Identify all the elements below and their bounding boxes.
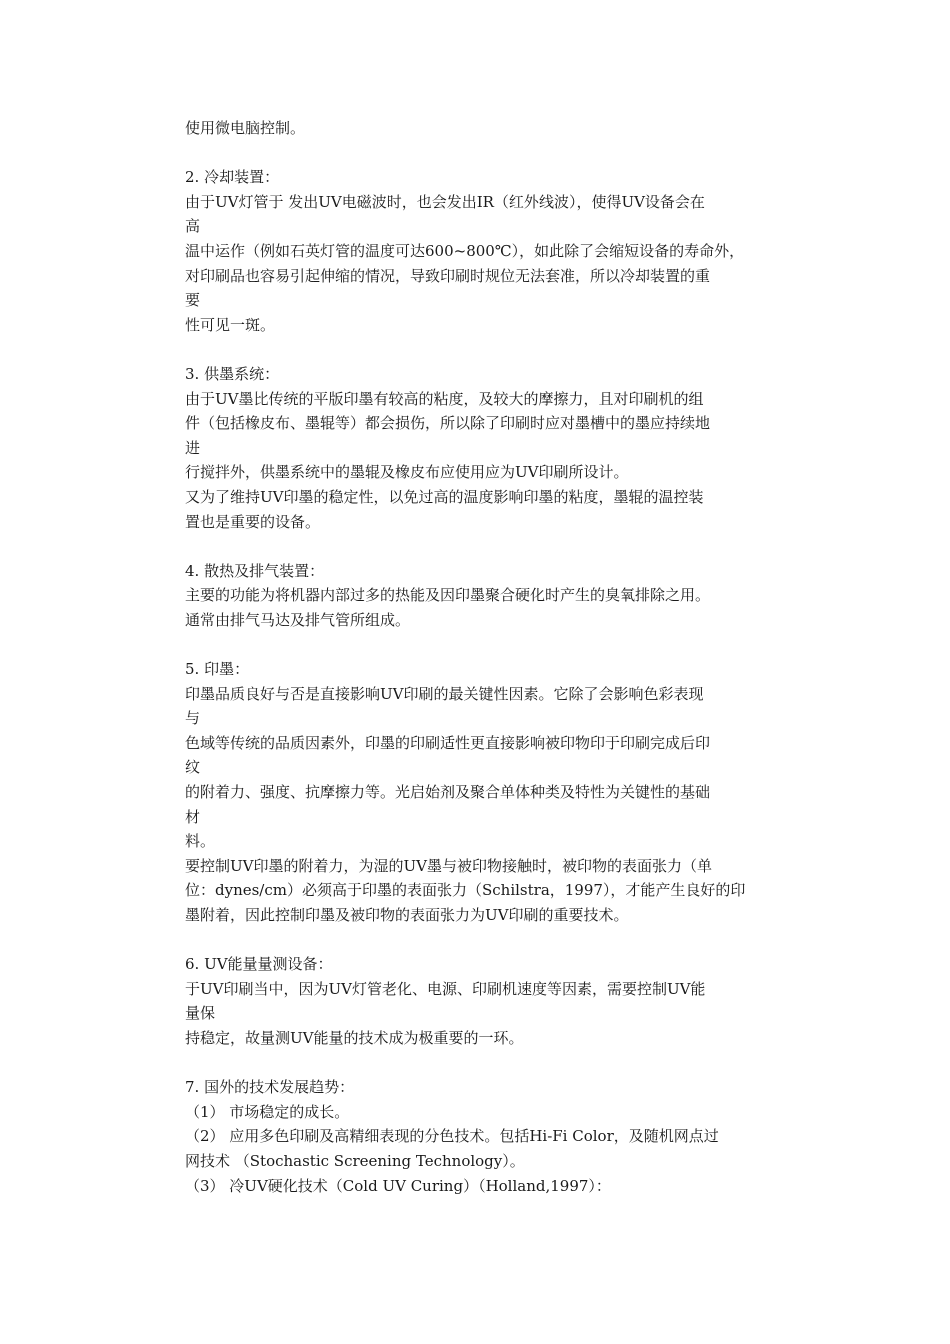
text-line: 墨附着，因此控制印墨及被印物的表面张力为UV印刷的重要技术。 — [185, 906, 629, 924]
paragraph-gap — [185, 928, 785, 953]
section-heading: 5. 印墨： — [185, 660, 250, 679]
paragraph-gap — [185, 1051, 785, 1076]
paragraph-gap — [185, 632, 785, 657]
text-line: 持稳定，故量测UV能量的技术成为极重要的一环。 — [185, 1028, 524, 1047]
list-item: （1） 市场稳定的成长。 — [185, 1102, 350, 1121]
text-line: 由于UV灯管于 发出UV电磁波时，也会发出IR（红外线波），使得UV设备会在 — [185, 192, 705, 211]
text-line: 由于UV墨比传统的平版印墨有较高的粘度，及较大的摩擦力，且对印刷机的组 — [185, 389, 704, 408]
section-ink — [185, 657, 785, 928]
section-trends — [185, 1075, 785, 1198]
paragraph-gap — [185, 534, 785, 559]
section-uv-measurement — [185, 952, 785, 1050]
section-heading: 3. 供墨系统： — [185, 364, 280, 383]
text-line: 量保 — [185, 1004, 216, 1023]
text-line: 色域等传统的品质因素外，印墨的印刷适性更直接影响被印物印于印刷完成后印 — [185, 733, 711, 752]
text-line: 通常由排气马达及排气管所组成。 — [185, 610, 411, 629]
text-line: 件（包括橡皮布、墨辊等）都会损伤，所以除了印刷时应对墨槽中的墨应持续地 — [185, 414, 711, 433]
text-line: 温中运作（例如石英灯管的温度可达600~800℃），如此除了会缩短设备的寿命外， — [185, 241, 745, 260]
text-line: 网技术 （Stochastic Screening Technology）。 — [185, 1151, 525, 1170]
intro-paragraph — [185, 116, 785, 141]
text-line: 与 — [185, 709, 201, 728]
list-item: （2） 应用多色印刷及高精细表现的分色技术。包括Hi-Fi Color，及随机网点过 — [185, 1127, 719, 1146]
document-body — [185, 116, 785, 1198]
paragraph-gap — [185, 337, 785, 362]
text-line: 使用微电脑控制。 — [185, 119, 306, 137]
text-line: 又为了维持UV印墨的稳定性，以免过高的温度影响印墨的粘度，墨辊的温控装 — [185, 487, 704, 506]
text-line: 要 — [185, 291, 201, 310]
text-line: 于UV印刷当中，因为UV灯管老化、电源、印刷机速度等因素，需要控制UV能 — [185, 979, 706, 998]
section-heading: 6. UV能量量测设备： — [185, 955, 333, 974]
list-item: （3） 冷UV硬化技术（Cold UV Curing）（Holland,1997）： — [185, 1176, 611, 1195]
text-line: 主要的功能为将机器内部过多的热能及因印墨聚合硬化时产生的臭氧排除之用。 — [185, 586, 711, 605]
section-cooling — [185, 165, 785, 337]
text-line: 行搅拌外，供墨系统中的墨辊及橡皮布应使用应为UV印刷所设计。 — [185, 463, 629, 482]
text-line: 料。 — [185, 832, 216, 851]
text-line: 印墨品质良好与否是直接影响UV印刷的最关键性因素。它除了会影响色彩表现 — [185, 684, 704, 703]
text-line: 对印刷品也容易引起伸缩的情况，导致印刷时规位无法套准，所以冷却装置的重 — [185, 266, 711, 285]
text-line: 要控制UV印墨的附着力，为湿的UV墨与被印物接触时，被印物的表面张力（单 — [185, 856, 712, 875]
text-line: 进 — [185, 438, 201, 457]
text-line: 性可见一斑。 — [185, 315, 276, 334]
text-line: 置也是重要的设备。 — [185, 512, 321, 531]
text-line: 纹 — [185, 758, 201, 777]
section-ink-supply — [185, 362, 785, 534]
text-line: 位：dynes/cm）必须高于印墨的表面张力（Schilstra，1997），才能产生良好的印 — [185, 881, 746, 900]
section-heading: 7. 国外的技术发展趋势： — [185, 1078, 355, 1097]
paragraph-gap — [185, 141, 785, 166]
text-line: 高 — [185, 217, 201, 236]
section-heading: 4. 散热及排气装置： — [185, 561, 325, 580]
text-line: 材 — [185, 807, 201, 826]
section-heading: 2. 冷却装置： — [185, 168, 280, 187]
text-line: 的附着力、强度、抗摩擦力等。光启始剂及聚合单体种类及特性为关键性的基础 — [185, 783, 711, 802]
section-cooling-exhaust — [185, 559, 785, 633]
